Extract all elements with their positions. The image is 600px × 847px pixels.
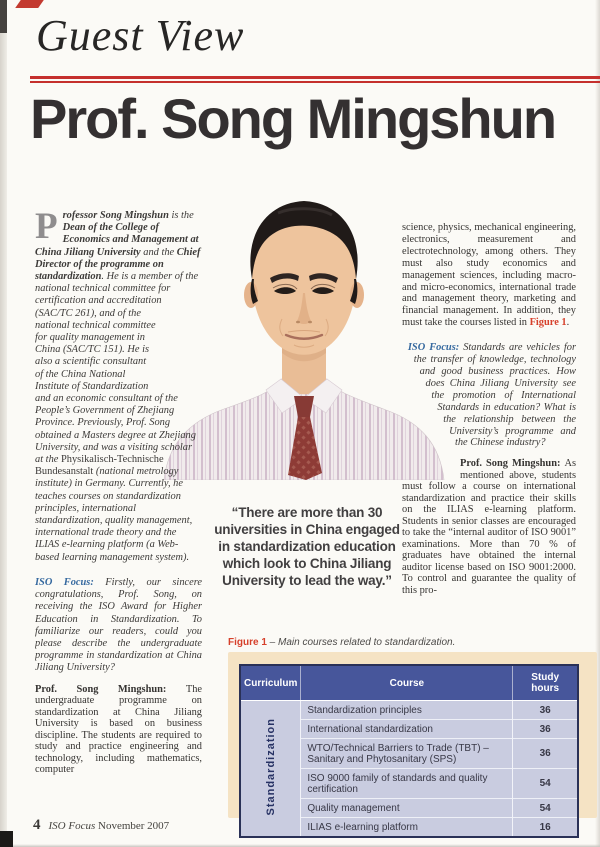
- bio-paragraph: Professor Song Mingshun is the Dean of the College of Economics and Management at China Jiliang University and the Chief Director of the programme on standardization . He is a member of the national technical committee for certification and accreditation (SAC/TC 261), and of the national technical committee for quality management in China (SAC/TC 151). He is also a scientific consultant of the China National Institute of Standardization and an economic consultant of the People’s Government of Zhejiang Province. Previously, Prof. Song obtained a Masters degree at Zhejiang University, and was a visiting scholar at the Physikalisch-Technische Bundesanstalt (national metrology institute) in Germany. Currently, he teaches courses on standardization principles, international standardization, quality management, international trade theory and the ILIAS e-learning platform (a Web-based learning management system).: [35, 210, 201, 563]
- header-course: Course: [301, 665, 513, 701]
- hours-cell: 54: [513, 799, 578, 818]
- course-cell: Quality management: [301, 799, 513, 818]
- scan-edge-left-top: [0, 0, 7, 33]
- course-cell: International standardization: [301, 720, 513, 739]
- magazine-name: ISO Focus: [48, 820, 96, 832]
- course-cell: WTO/Technical Barriers to Trade (TBT) – Sanitary and Phytosanitary (SPS): [301, 739, 513, 769]
- speaker-label: Prof. Song Mingshun:: [460, 458, 565, 470]
- figure-panel: [228, 652, 597, 833]
- page-footer: [33, 817, 169, 834]
- answer-2: Prof. Song Mingshun: As mentioned above, students must follow a course on international standardization and practice their skills on the ILIAS e-learning platform. Students in senior classes are encouraged to take the “internal auditor of ISO 9001” examinations. More than 70 % of graduates have obtained the internal auditor license based on ISO 9001:2000. To control and guarantee the quality of this pro-: [402, 458, 576, 596]
- page-title: Prof. Song Mingshun: [30, 87, 556, 150]
- course-cell: ISO 9000 family of standards and quality certification: [301, 769, 513, 799]
- table-row: [240, 701, 578, 720]
- header-curriculum: Curriculum: [240, 665, 301, 701]
- course-cell: Standardization principles: [301, 701, 513, 720]
- pull-quote: “There are more than 30 universities in China engaged in standardization education which look to China Jiliang University to lead the way.”: [214, 505, 400, 588]
- figure-caption: Figure 1 – Main courses related to standardization.: [228, 637, 456, 648]
- scan-edge-left-bottom: [0, 831, 13, 847]
- bio-bold-name: rofessor Song Mingshun: [62, 210, 169, 221]
- drop-cap: P: [35, 210, 58, 247]
- hours-cell: 54: [513, 769, 578, 799]
- page-number: 4: [33, 817, 41, 833]
- iso-focus-label: ISO Focus: [407, 342, 456, 354]
- hours-cell: 36: [513, 739, 578, 769]
- right-column: [402, 222, 576, 628]
- figure-1-reference: Figure 1: [529, 317, 567, 329]
- course-cell: ILIAS e-learning platform: [301, 818, 513, 838]
- vertical-group-label: Standardization: [264, 718, 277, 816]
- hours-cell: 16: [513, 818, 578, 838]
- courses-table: [239, 664, 579, 838]
- scan-edge-left: [0, 0, 7, 847]
- curriculum-group-cell: [240, 701, 301, 838]
- figure-label: Figure 1: [228, 637, 267, 648]
- speaker-label: Prof. Song Mingshun:: [35, 683, 186, 695]
- hours-cell: 36: [513, 720, 578, 739]
- hours-cell: 36: [513, 701, 578, 720]
- question-2: ISO Focus: Standards are vehicles for the transfer of knowledge, technology and good business practices. How does China Jiliang University see the promotion of International Standards in education? What is the relationship between the University’s programme and the Chinese industry?: [402, 342, 576, 449]
- table-header-row: [240, 665, 578, 701]
- header-study-hours: Study hours: [513, 665, 578, 701]
- section-kicker: Guest View: [36, 11, 245, 60]
- red-double-rule: [30, 76, 600, 79]
- answer-1: Prof. Song Mingshun: The undergraduate programme on standardization at China Jiliang University is based on business discipline. The students are required to study and practice engineering and technology, including mathematics, computer: [35, 683, 202, 776]
- question-1: ISO Focus: Firstly, our sincere congratulations, Prof. Song, on receiving the ISO Award for Higher Education in Standardization. To familiarize our readers, could you please describe the undergraduate programme in standardization at China Jiliang University?: [35, 576, 202, 674]
- corner-red-mark: [15, 0, 44, 8]
- body-paragraph: science, physics, mechanical engineering, electronics, measurement and electrotechnology, among others. They must also study economics and management sciences, including macro- and micro-economics, international trade and management theory, marketing and financial management. In addition, they must take the courses listed in Figure 1.: [402, 222, 576, 329]
- iso-focus-label: ISO Focus: [35, 576, 91, 588]
- left-column: [35, 210, 202, 814]
- issue-date: November 2007: [98, 820, 170, 832]
